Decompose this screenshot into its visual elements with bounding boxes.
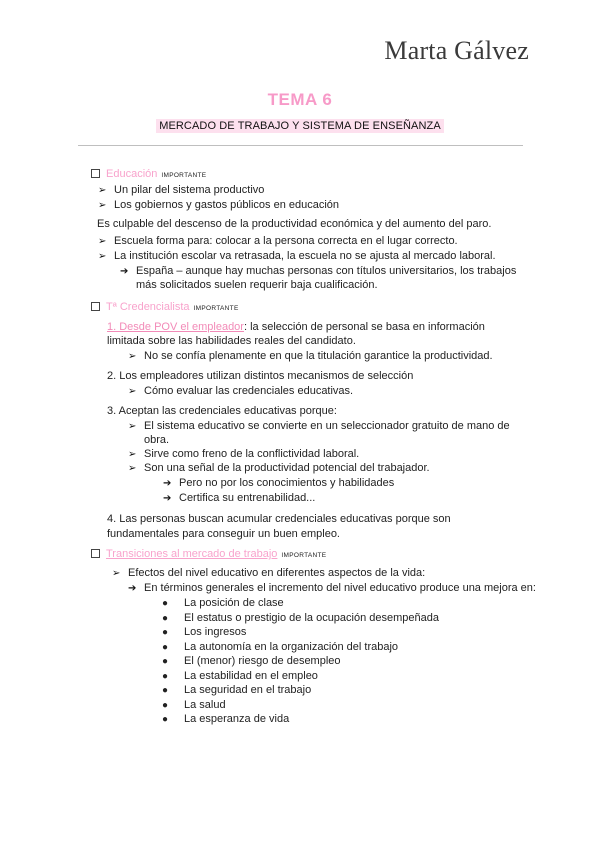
- bullet-icon: ●: [162, 656, 169, 667]
- bullet-item: ● La estabilidad en el empleo: [162, 670, 318, 682]
- divider: [78, 145, 523, 146]
- checkbox[interactable]: [91, 549, 100, 558]
- arrow-icon: ➢: [98, 185, 107, 196]
- important-tag: IMPORTANTE: [193, 305, 239, 312]
- paragraph-cont: limitada sobre las habilidades reales del candidato.: [107, 335, 356, 347]
- bullet-icon: ●: [162, 598, 169, 609]
- list-item-cont: obra.: [144, 434, 170, 446]
- list-item: ➢ El sistema educativo se convierte en un seleccionador gratuito de mano de: [128, 420, 510, 432]
- section-educacion-heading: [91, 167, 206, 183]
- section-title: Tª Credencialista: [106, 301, 190, 313]
- arrow-right-icon: ➔: [128, 583, 137, 594]
- bullet-icon: ●: [162, 627, 169, 638]
- list-item: ➢ Cómo evaluar las credenciales educativas.: [128, 385, 354, 397]
- numbered-paragraph: 4. Las personas buscan acumular credenciales educativas porque son: [107, 513, 451, 525]
- checkbox[interactable]: [91, 169, 100, 178]
- list-item: ➢ La institución escolar va retrasada, la escuela no se ajusta al mercado laboral.: [98, 250, 496, 262]
- bullet-icon: ●: [162, 671, 169, 682]
- list-item: ➢ Efectos del nivel educativo en diferentes aspectos de la vida:: [112, 567, 426, 579]
- numbered-paragraph: 2. Los empleadores utilizan distintos mecanismos de selección: [107, 370, 414, 382]
- list-item: ➢ Un pilar del sistema productivo: [98, 184, 265, 196]
- numbered-paragraph: 3. Aceptan las credenciales educativas porque:: [107, 405, 337, 417]
- arrow-icon: ➢: [128, 351, 137, 362]
- author-name: Marta Gálvez: [384, 36, 529, 65]
- important-tag: IMPORTANTE: [281, 552, 327, 559]
- bullet-item: ● El (menor) riesgo de desempleo: [162, 655, 341, 667]
- highlighted-phrase: 1. Desde POV el empleador: [107, 321, 244, 333]
- arrow-icon: ➢: [98, 251, 107, 262]
- bullet-icon: ●: [162, 613, 169, 624]
- arrow-right-icon: ➔: [120, 266, 129, 277]
- topic-title: TEMA 6: [267, 90, 333, 109]
- subtitle-wrap: [0, 119, 600, 133]
- bullet-item: ● Los ingresos: [162, 626, 247, 638]
- bullet-item: ● La posición de clase: [162, 597, 284, 609]
- sub-list-item: ➔ Pero no por los conocimientos y habilidades: [163, 477, 395, 489]
- bullet-item: ● La autonomía en la organización del trabajo: [162, 641, 399, 653]
- section-credencialista-heading: [91, 300, 239, 316]
- arrow-icon: ➢: [128, 421, 137, 432]
- section-title: Educación: [106, 168, 158, 180]
- list-item: ➢ Escuela forma para: colocar a la persona correcta en el lugar correcto.: [98, 235, 458, 247]
- topic-subtitle: MERCADO DE TRABAJO Y SISTEMA DE ENSEÑANZA: [156, 119, 444, 133]
- numbered-paragraph: 1. Desde POV el empleador: la selección de personal se basa en información: [107, 321, 485, 333]
- arrow-icon: ➢: [128, 386, 137, 397]
- section-transiciones-heading: [91, 547, 326, 563]
- arrow-icon: ➢: [98, 200, 107, 211]
- bullet-icon: ●: [162, 642, 169, 653]
- list-item: ➢ Los gobiernos y gastos públicos en educación: [98, 199, 340, 211]
- list-item: ➢ Sirve como freno de la conflictividad laboral.: [128, 448, 360, 460]
- paragraph-cont: fundamentales para conseguir un buen empleo.: [107, 528, 340, 540]
- bullet-item: ● La seguridad en el trabajo: [162, 684, 312, 696]
- arrow-icon: ➢: [128, 463, 137, 474]
- arrow-icon: ➢: [112, 568, 121, 579]
- bullet-item: ● El estatus o prestigio de la ocupación desempeñada: [162, 612, 440, 624]
- list-item: ➢ No se confía plenamente en que la titulación garantice la productividad.: [128, 350, 493, 362]
- bullet-icon: ●: [162, 714, 169, 725]
- paragraph: Es culpable del descenso de la productividad económica y del aumento del paro.: [97, 218, 492, 230]
- list-item: ➢ Son una señal de la productividad potencial del trabajador.: [128, 462, 430, 474]
- checkbox[interactable]: [91, 302, 100, 311]
- sub-list-item: ➔ En términos generales el incremento del nivel educativo produce una mejora en:: [128, 582, 536, 594]
- sub-list-item: ➔ Certifica su entrenabilidad...: [163, 492, 316, 504]
- sub-list-item: ➔ España – aunque hay muchas personas con títulos universitarios, los trabajos: [120, 265, 517, 277]
- arrow-icon: ➢: [128, 449, 137, 460]
- arrow-icon: ➢: [98, 236, 107, 247]
- section-title: Transiciones al mercado de trabajo: [106, 548, 278, 560]
- bullet-icon: ●: [162, 685, 169, 696]
- bullet-icon: ●: [162, 700, 169, 711]
- arrow-right-icon: ➔: [163, 478, 172, 489]
- arrow-right-icon: ➔: [163, 493, 172, 504]
- important-tag: IMPORTANTE: [161, 172, 207, 179]
- sub-list-item-cont: más solicitados suelen requerir baja cualificación.: [136, 279, 378, 291]
- bullet-item: ● La esperanza de vida: [162, 713, 290, 725]
- bullet-item: ● La salud: [162, 699, 226, 711]
